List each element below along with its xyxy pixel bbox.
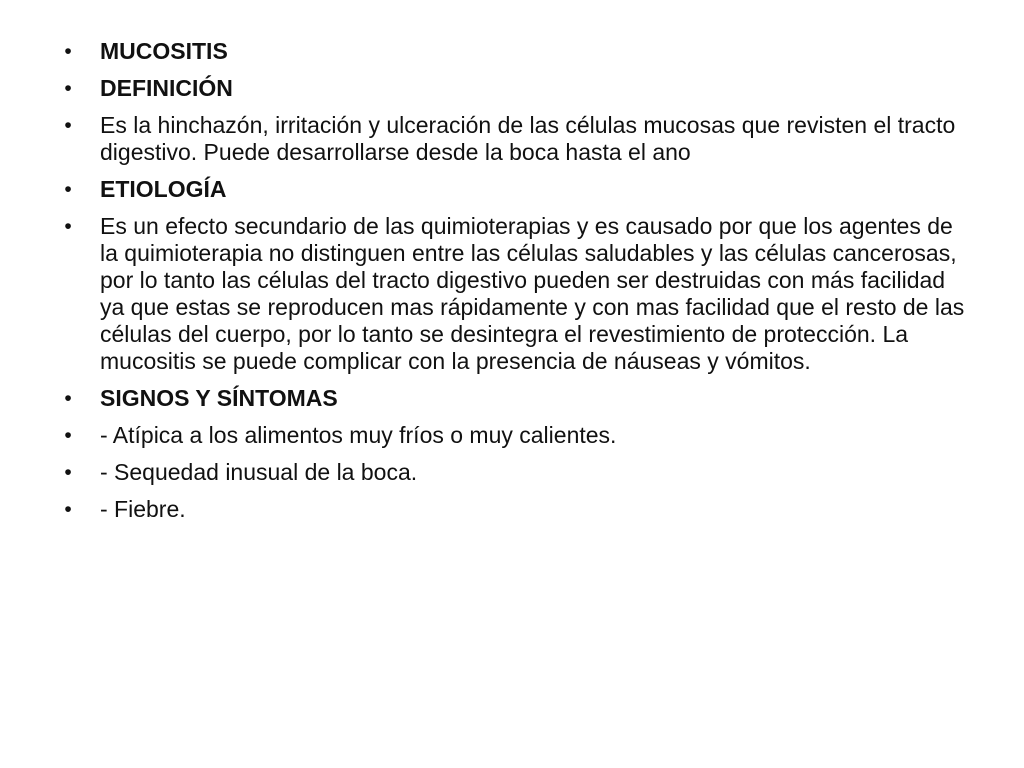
bullet-dot-icon: • [64,178,72,201]
bullet-dot-icon: • [64,387,72,410]
bullet-item-signos [58,385,968,412]
sintoma-text: - Sequedad inusual de la boca. [100,459,418,485]
bullet-item-mucositis [58,38,968,65]
sintoma-text: - Atípica a los alimentos muy fríos o muy calientes. [100,422,617,448]
definicion-paragraph: Es la hinchazón, irritación y ulceración de las células mucosas que revisten el tracto digestivo. Puede desarrollarse desde la boca hasta el ano [100,112,956,165]
bullet-dot-icon: • [64,498,72,521]
bullet-item-definicion-text [58,112,968,166]
bullet-dot-icon: • [64,40,72,63]
bullet-item-sintoma-3 [58,496,968,523]
bullet-dot-icon: • [64,77,72,100]
etiologia-paragraph: Es un efecto secundario de las quimioterapias y es causado por que los agentes de la quimioterapia no distinguen entre las células saludables y las células cancerosas, por lo tanto las células del tracto digestivo pueden ser destruidas con más facilidad ya que estas se reproducen mas rápidamente y con mas facilidad que el resto de las células del cuerpo, por lo tanto se desintegra el revestimiento de protección. La mucositis se puede complicar con la presencia de náuseas y vómitos. [100,213,965,374]
bullet-list [58,38,968,533]
bullet-item-sintoma-1 [58,422,968,449]
bullet-item-sintoma-2 [58,459,968,486]
heading-signos-sintomas: SIGNOS Y SÍNTOMAS [100,385,338,411]
heading-definicion: DEFINICIÓN [100,75,233,101]
bullet-dot-icon: • [64,424,72,447]
bullet-item-etiologia-text [58,213,968,375]
bullet-dot-icon: • [64,215,72,238]
heading-etiologia: ETIOLOGÍA [100,176,227,202]
sintoma-text: - Fiebre. [100,496,186,522]
bullet-dot-icon: • [64,461,72,484]
bullet-item-etiologia [58,176,968,203]
heading-mucositis: MUCOSITIS [100,38,228,64]
bullet-dot-icon: • [64,114,72,137]
bullet-item-definicion [58,75,968,102]
